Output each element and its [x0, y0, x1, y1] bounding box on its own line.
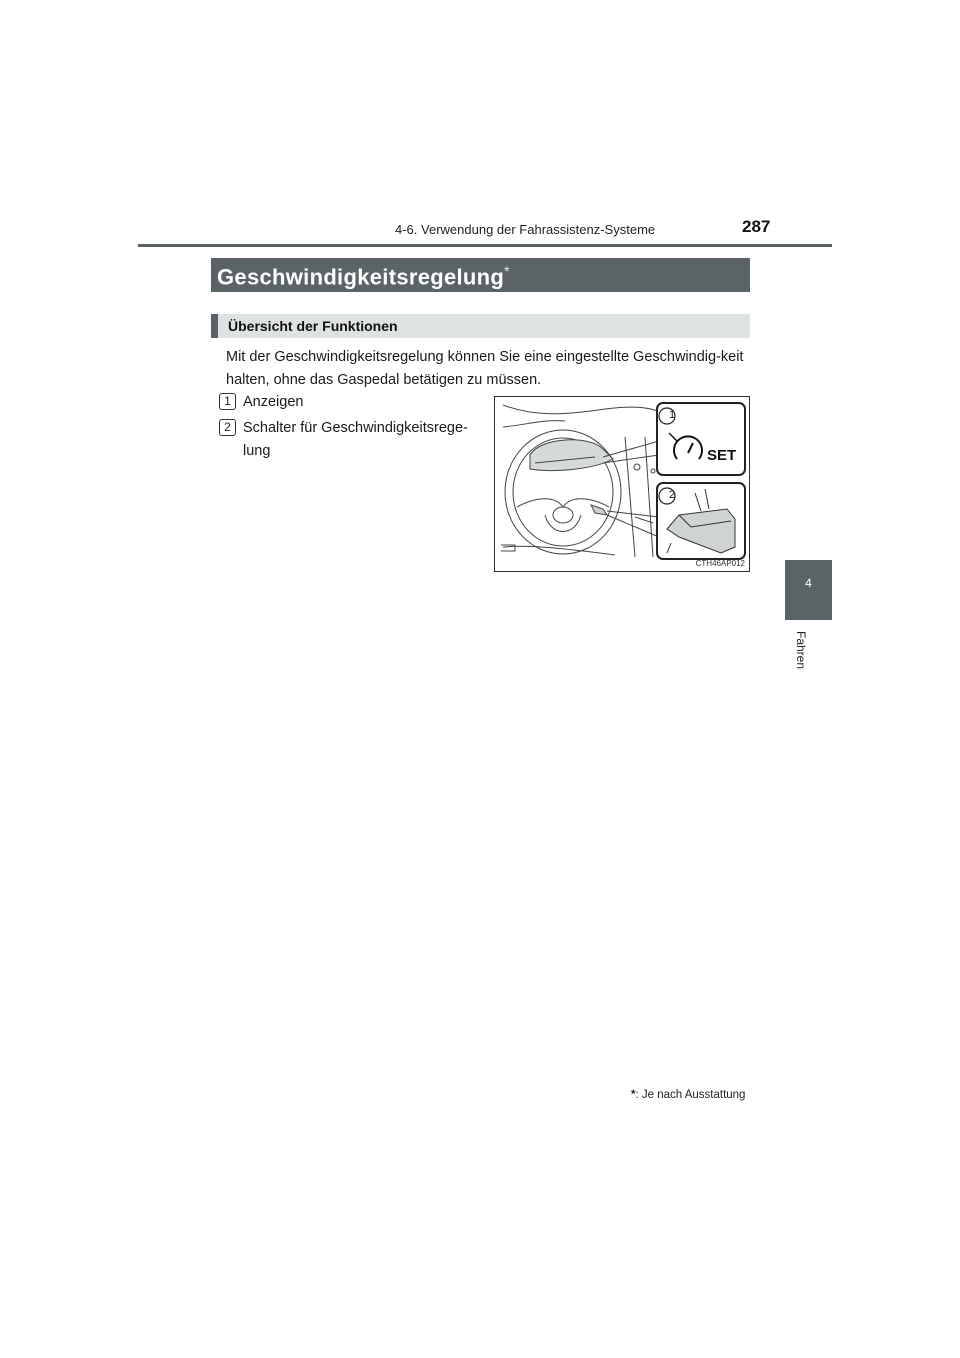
equipment-marker: * [504, 263, 510, 279]
list-item [219, 417, 481, 463]
item-text: Schalter für Geschwindigkeitsrege-lung [243, 420, 468, 459]
figure-code: CTH46AP012 [695, 559, 745, 568]
item-number-badge: 2 [219, 419, 236, 436]
set-label: SET [707, 447, 737, 464]
callout-number-1: 1 [669, 409, 676, 421]
header-divider [138, 244, 832, 247]
footnote-text: : Je nach Ausstattung [635, 1089, 746, 1101]
callout-number-2: 2 [669, 489, 676, 501]
section-title [217, 263, 510, 290]
list-item [219, 391, 481, 414]
subsection-bar [211, 314, 750, 338]
subsection-title: Übersicht der Funktionen [228, 318, 398, 334]
footnote [631, 1089, 745, 1101]
chapter-label: Fahren [794, 630, 808, 670]
cruise-control-illustration [494, 396, 750, 572]
item-number-badge: 1 [219, 393, 236, 410]
page-number: 287 [742, 217, 771, 236]
chapter-number: 4 [805, 576, 812, 590]
section-title-bar [211, 258, 750, 292]
dashboard-drawing [495, 397, 751, 573]
item-text: Anzeigen [243, 394, 304, 410]
section-title-text: Geschwindigkeitsregelung [217, 264, 505, 290]
intro-paragraph: Mit der Geschwindigkeitsregelung können Sie eine eingestellte Geschwindig-keit halten, ohne das Gaspedal betätigen zu müssen. [226, 349, 744, 388]
header-section-title: 4-6. Verwendung der Fahrassistenz-Systeme [395, 222, 656, 237]
chapter-tab [785, 560, 832, 620]
footnote-marker: * [631, 1089, 636, 1101]
